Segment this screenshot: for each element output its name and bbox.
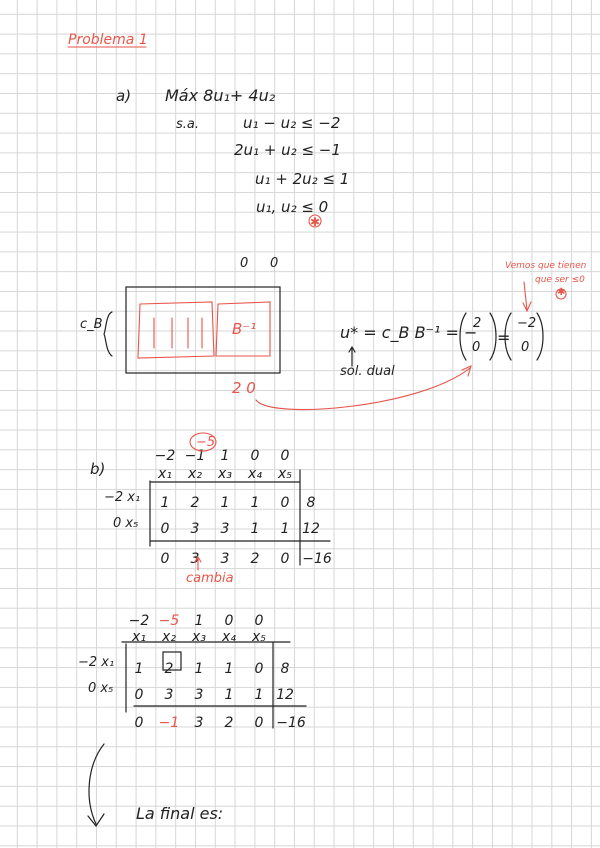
table1-cell: 1 — [280, 521, 290, 537]
part-a-label: a) — [116, 87, 132, 105]
table1-cell: 1 — [250, 495, 260, 511]
subject-to-label: s.a. — [176, 117, 200, 132]
table1-cell: 3 — [220, 521, 230, 537]
table1-header: x₂ — [188, 466, 202, 482]
table2-header-row — [124, 628, 308, 646]
table1-header: x₄ — [248, 466, 262, 482]
table1-cell: 2 — [190, 495, 200, 511]
dual-solution-label: sol. dual — [340, 364, 395, 379]
cb-label: c_B — [80, 317, 103, 332]
table1 — [150, 448, 334, 572]
table1-cost-row — [150, 448, 334, 464]
b-matrix-outline — [138, 302, 214, 358]
table2-cost-row — [124, 614, 308, 628]
table2-reduced-cost: 0 — [254, 715, 264, 731]
constraint-2: 2u₁ + u₂ ≤ −1 — [234, 141, 341, 159]
table1-reduced-cost: 0 — [280, 551, 290, 567]
dual-formula: u* = c_B B⁻¹ = − — [340, 323, 478, 342]
table2-cell: 1 — [194, 661, 204, 677]
table1-header: x₁ — [158, 466, 172, 482]
table1-cell: 1 — [220, 495, 230, 511]
note-arrow — [523, 282, 531, 311]
zero-mark-1: 0 — [240, 256, 249, 271]
table1-cell: 0 — [280, 495, 290, 511]
final-text: La final es: — [136, 804, 224, 823]
table2-row-label: −2 x₁ — [78, 655, 115, 670]
table2-objective: −16 — [276, 715, 306, 731]
table2-row-x1 — [124, 656, 308, 682]
table2-cost: 0 — [224, 613, 234, 629]
table1-row-x1 — [150, 490, 334, 516]
table1-objective: −16 — [302, 551, 332, 567]
down-arrow — [88, 744, 104, 826]
vec-right-top: −2 — [517, 316, 537, 331]
table1-cost: 0 — [250, 448, 260, 464]
vec-right-bottom: 0 — [521, 340, 530, 355]
table1-cell: 3 — [190, 521, 200, 537]
table2-cell: 0 — [254, 661, 264, 677]
vec-right-close-paren — [537, 313, 543, 360]
table1-row-label: 0 x₅ — [113, 516, 139, 531]
table1-cell: 1 — [250, 521, 260, 537]
table2-cell: 1 — [134, 661, 144, 677]
table1-reduced-cost: 3 — [190, 551, 200, 567]
table2-reduced-cost: −1 — [158, 715, 180, 731]
problem-title: Problema 1 — [68, 32, 148, 48]
table1-header-row — [150, 464, 334, 484]
circled-value: −5 — [196, 435, 216, 450]
table1-bottom-row — [150, 546, 334, 572]
vec-left-close-paren — [490, 313, 496, 360]
table2-header: x₁ — [132, 629, 146, 645]
table2-cost: 0 — [254, 613, 264, 629]
table1-reduced-cost: 0 — [160, 551, 170, 567]
table2-cost: −5 — [158, 613, 180, 629]
identity-columns — [154, 318, 202, 348]
table2-reduced-cost: 0 — [134, 715, 144, 731]
table1-header: x₅ — [278, 466, 292, 482]
table2-cell: 0 — [134, 687, 144, 703]
table1-row-x5 — [150, 516, 334, 542]
table2-cell: 3 — [194, 687, 204, 703]
table2-cost: 1 — [194, 613, 204, 629]
table2-rhs: 12 — [276, 687, 294, 703]
table1-reduced-cost: 2 — [250, 551, 260, 567]
table1-cost: −2 — [154, 448, 176, 464]
table2-row-x5 — [124, 682, 308, 708]
table1-reduced-cost: 3 — [220, 551, 230, 567]
table2-cell: 1 — [224, 661, 234, 677]
vec-left-top: 2 — [473, 316, 482, 331]
table1-rhs: 8 — [306, 495, 316, 511]
vec-left-bottom: 0 — [472, 340, 481, 355]
table2-header: x₅ — [252, 629, 266, 645]
table2-reduced-cost: 3 — [194, 715, 204, 731]
table2 — [124, 614, 308, 736]
table1-rhs: 12 — [302, 521, 320, 537]
table2-reduced-cost: 2 — [224, 715, 234, 731]
table2-cost: −2 — [128, 613, 150, 629]
note-line-2: que ser ≤0 — [535, 275, 585, 285]
change-annotation: cambia — [186, 571, 234, 586]
table2-header: x₂ — [162, 629, 176, 645]
table1-cell: 0 — [160, 521, 170, 537]
table2-row-label: 0 x₅ — [88, 681, 114, 696]
table1-cost: −1 — [184, 448, 206, 464]
table2-cell: 1 — [224, 687, 234, 703]
table1-cell: 1 — [160, 495, 170, 511]
table2-cell: 3 — [164, 687, 174, 703]
b-inverse-label: B⁻¹ — [232, 320, 257, 338]
part-b-label: b) — [90, 460, 106, 478]
note-star-mark: ✱ — [557, 287, 566, 298]
table1-header: x₃ — [218, 466, 232, 482]
note-line-1: Vemos que tienen — [505, 261, 587, 271]
objective-function: Máx 8u₁+ 4u₂ — [165, 86, 276, 105]
table2-pivot-cell: 2 — [164, 661, 174, 677]
constraint-3: u₁ + 2u₂ ≤ 1 — [255, 170, 350, 188]
table2-header: x₃ — [192, 629, 206, 645]
table1-cost: 0 — [280, 448, 290, 464]
constraint-1: u₁ − u₂ ≤ −2 — [243, 114, 341, 132]
table2-bottom-row — [124, 710, 308, 736]
cb-brace — [104, 312, 112, 356]
equals-sign: = — [497, 328, 511, 347]
table1-row-label: −2 x₁ — [104, 490, 141, 505]
sign-star-mark: ✱ — [310, 215, 321, 229]
zero-mark-2: 0 — [270, 256, 279, 271]
table2-header: x₄ — [222, 629, 236, 645]
table1-cost: 1 — [220, 448, 230, 464]
table2-cell: 1 — [254, 687, 264, 703]
below-box-values: 2 0 — [232, 379, 256, 397]
table2-rhs: 8 — [280, 661, 290, 677]
sign-constraint: u₁, u₂ ≤ 0 — [256, 198, 329, 216]
basis-box — [126, 287, 280, 373]
